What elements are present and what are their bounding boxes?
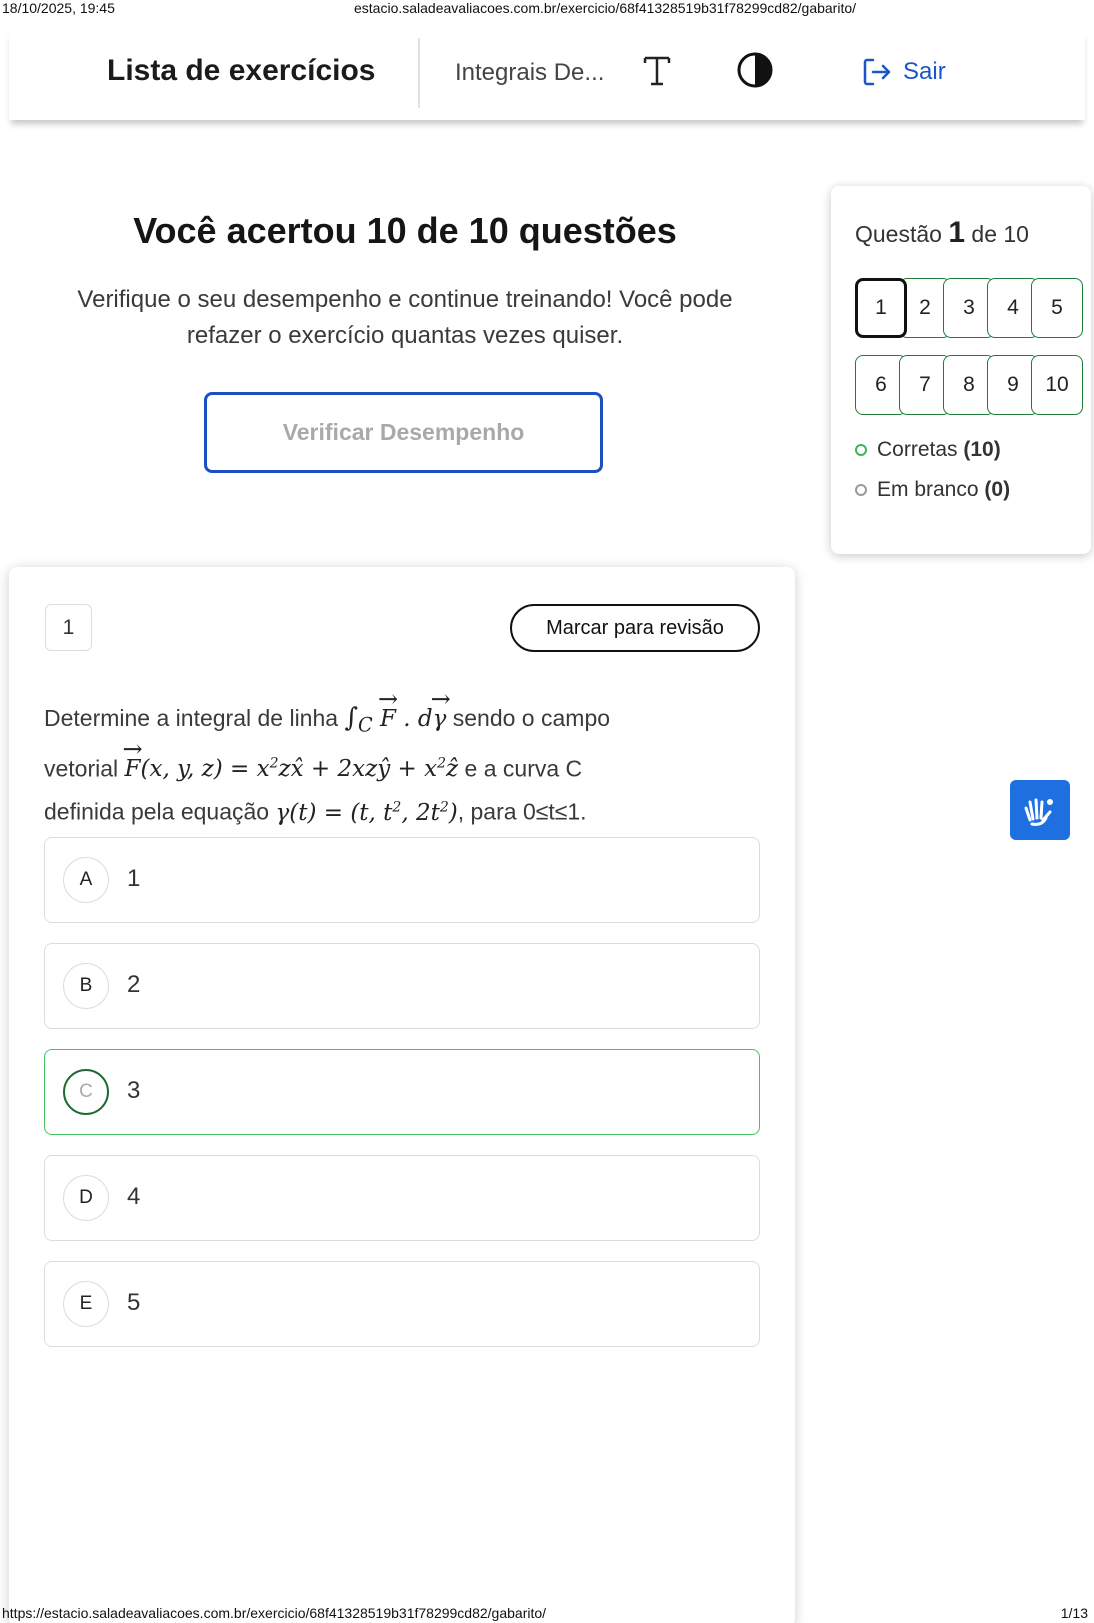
question-indicator-current: 1 [948, 216, 966, 249]
question-indicator [855, 216, 1029, 250]
question-indicator-suffix: de 10 [971, 221, 1029, 247]
mark-for-review-button[interactable]: Marcar para revisão [510, 604, 760, 652]
option-letter: B [63, 963, 109, 1009]
line-integral-formula: $\int_C \to F$ . d→ γ [344, 706, 446, 732]
correct-dot-icon [855, 444, 867, 456]
contrast-icon [735, 50, 775, 90]
question-text-part-4: e a curva C [464, 755, 583, 782]
question-button-1[interactable]: 1 [855, 278, 907, 338]
option-a[interactable] [44, 837, 760, 923]
option-letter: A [63, 857, 109, 903]
question-button-5[interactable]: 5 [1031, 278, 1083, 338]
option-value: 5 [127, 1289, 141, 1316]
result-heading: Você acertou 10 de 10 questões [133, 210, 677, 251]
option-value: 4 [127, 1183, 141, 1210]
question-button-7[interactable]: 7 [899, 355, 951, 415]
question-button-8[interactable]: 8 [943, 355, 995, 415]
question-grid-row-1 [855, 278, 1094, 338]
blank-dot-icon [855, 484, 867, 496]
legend-blank [855, 478, 1010, 502]
option-c-correct[interactable] [44, 1049, 760, 1135]
top-bar [9, 30, 1085, 120]
curve-formula: γ(t) = (t, $t^2$, $2t^2$) [275, 799, 458, 826]
logout-button[interactable] [861, 54, 946, 90]
print-date: 18/10/2025, 19:45 [2, 0, 115, 16]
question-button-2[interactable]: 2 [899, 278, 951, 338]
question-button-3[interactable]: 3 [943, 278, 995, 338]
option-letter: C [63, 1069, 109, 1115]
option-value: 3 [127, 1077, 141, 1104]
sign-language-button[interactable] [1010, 780, 1070, 840]
question-grid-row-2 [855, 355, 1094, 415]
page-title: Lista de exercícios [107, 54, 376, 87]
option-b[interactable] [44, 943, 760, 1029]
option-value: 1 [127, 865, 141, 892]
text-size-icon [637, 50, 677, 90]
legend-correct [855, 438, 1001, 462]
option-letter: E [63, 1281, 109, 1327]
option-letter: D [63, 1175, 109, 1221]
question-button-9[interactable]: 9 [987, 355, 1039, 415]
legend-blank-label: Em branco [877, 478, 979, 501]
option-value: 2 [127, 971, 141, 998]
legend-correct-label: Corretas [877, 438, 958, 461]
question-text [44, 699, 744, 832]
subject-title: Integrais De... [455, 59, 605, 86]
question-button-6[interactable]: 6 [855, 355, 907, 415]
question-text-part-1: Determine a integral de linha [44, 705, 339, 731]
legend-blank-count: (0) [984, 478, 1011, 501]
question-button-10[interactable]: 10 [1031, 355, 1083, 415]
option-d[interactable] [44, 1155, 760, 1241]
print-url: estacio.saladeavaliacoes.com.br/exercicio/68f41328519b31f78299cd82/gabarito/ [354, 0, 857, 16]
question-button-4[interactable]: 4 [987, 278, 1039, 338]
question-number: 1 [45, 604, 92, 651]
text-size-button[interactable] [637, 50, 677, 90]
option-e[interactable] [44, 1261, 760, 1347]
question-text-part-2: sendo o campo [452, 705, 611, 731]
legend-correct-count: (10) [963, 438, 1001, 461]
verify-performance-button[interactable]: Verificar Desempenho [204, 392, 603, 473]
logout-icon [861, 56, 893, 88]
question-indicator-prefix: Questão [855, 221, 942, 247]
print-header [0, 0, 1094, 18]
print-footer [0, 1603, 1094, 1623]
vector-field-formula: → F(x, y, $z) = x^2zx̂$ + 2xzŷ + $x^2ẑ$ [125, 756, 459, 782]
contrast-button[interactable] [735, 50, 775, 90]
question-navigator [831, 186, 1091, 554]
question-text-part-5: definida pela equação [44, 798, 270, 825]
result-description: Verifique o seu desempenho e continue treinando! Você pode refazer o exercício quantas vezes quiser. [77, 286, 733, 349]
question-text-part-3: vetorial [44, 755, 119, 782]
sign-language-icon [1020, 790, 1060, 830]
header-divider [418, 38, 420, 108]
question-text-part-6: , para 0≤t≤1. [457, 798, 587, 825]
question-card [9, 567, 795, 1623]
print-page-number: 1/13 [1060, 1605, 1088, 1621]
result-summary [40, 210, 770, 354]
logout-label: Sair [903, 58, 946, 85]
print-footer-url: https://estacio.saladeavaliacoes.com.br/exercicio/68f41328519b31f78299cd82/gabarito/ [2, 1605, 547, 1621]
